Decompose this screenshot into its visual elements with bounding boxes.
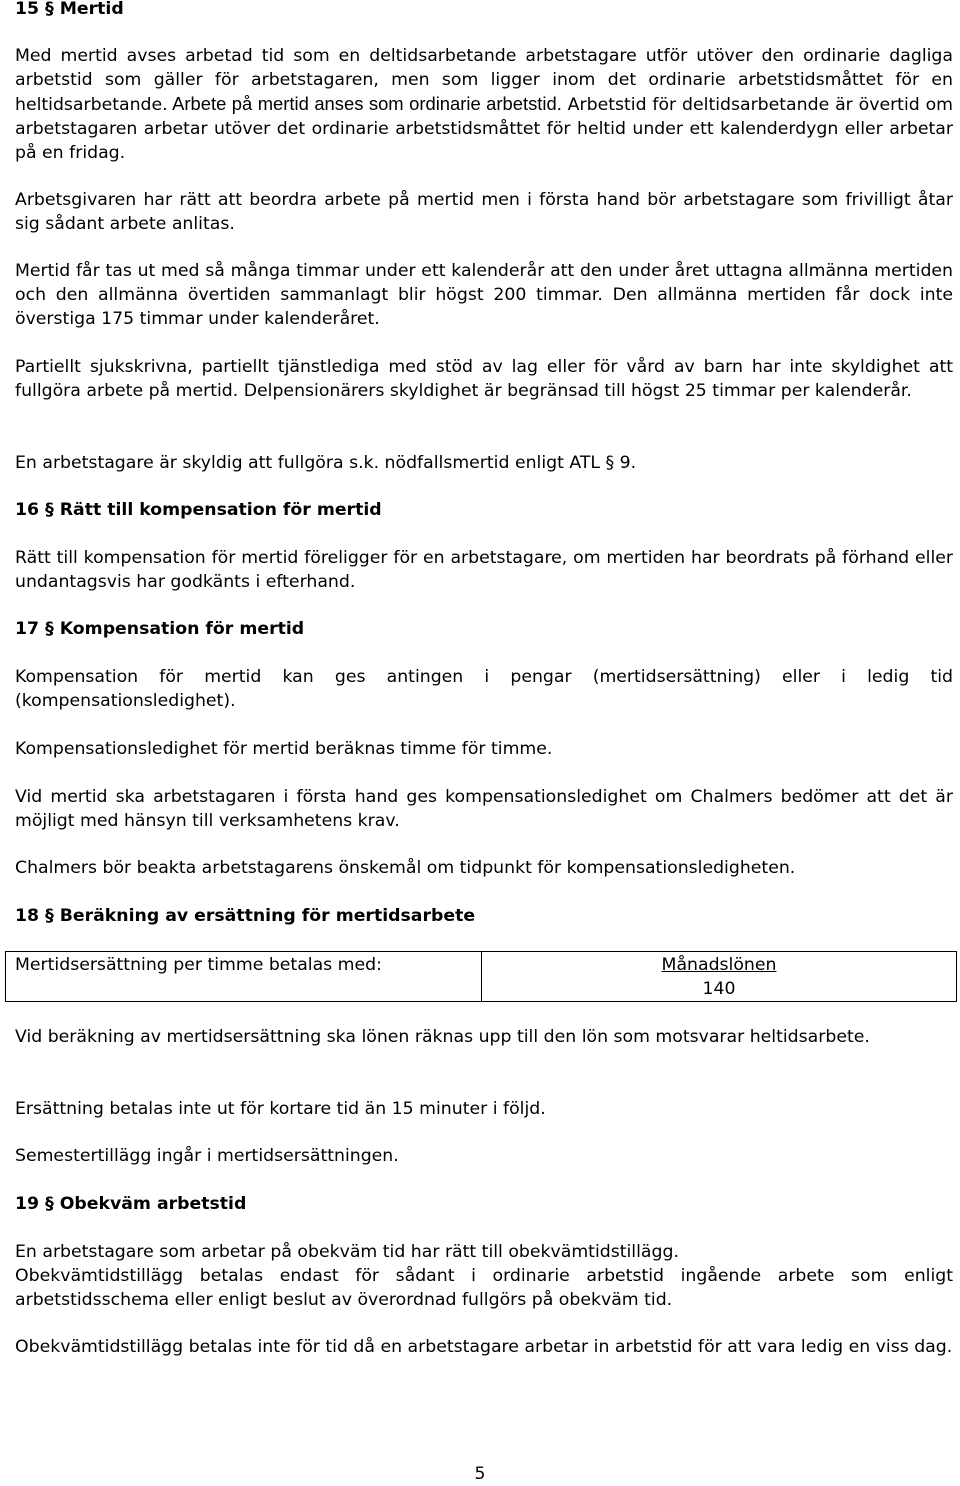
- section-17-paragraph-1: Kompensation för mertid kan ges antingen i pengar (mertidsersättning) eller i ledig tid (kompensationsledighet).: [15, 667, 953, 711]
- overtime-compensation-table: [5, 951, 957, 1002]
- section-15-paragraph-4: Partiellt sjukskrivna, partiellt tjänstlediga med stöd av lag eller för vård av barn har inte skyldighet att fullgöra arbete på mertid. Delpensionärers skyldighet är begränsad till högst 25 timmar per kalenderår.: [15, 357, 953, 401]
- section-19-paragraph-2: Obekvämtidstillägg betalas endast för sådant i ordinarie arbetstid ingående arbete som enligt arbetstidsschema eller enligt beslut av överordnad fullgörs på obekväm tid.: [15, 1266, 953, 1310]
- page-number: 5: [474, 1464, 486, 1484]
- section-15-paragraph-1-part-a: Med mertid avses arbetad tid som en deltidsarbetande arbetstagare utför utöver den ordinarie dagliga arbetstid som gäller för arbetstagaren, men som ligger inom det ordinarie arbetstidsmåttet för en heltidsarbetande.: [15, 46, 953, 115]
- section-15-paragraph-2: Arbetsgivaren har rätt att beordra arbete på mertid men i första hand bör arbetstagare som frivilligt åtar sig sådant arbete anlitas.: [15, 190, 953, 234]
- section-17-paragraph-3: Vid mertid ska arbetstagaren i första hand ges kompensationsledighet om Chalmers bedömer att det är möjligt med hänsyn till verksamhetens krav.: [15, 787, 953, 831]
- section-17-heading: 17 § Kompensation för mertid: [15, 619, 305, 639]
- section-18-paragraph-1: Vid beräkning av mertidsersättning ska lönen räknas upp till den lön som motsvarar heltidsarbete.: [15, 1027, 870, 1047]
- formula-denominator: 140: [702, 979, 736, 999]
- section-18-heading: 18 § Beräkning av ersättning för mertidsarbete: [15, 906, 476, 926]
- table-row: [6, 952, 957, 1002]
- compensation-formula-cell: [482, 952, 957, 1002]
- section-16-heading: 16 § Rätt till kompensation för mertid: [15, 500, 382, 520]
- formula-numerator: Månadslönen: [661, 955, 777, 975]
- section-15-paragraph-3: Mertid får tas ut med så många timmar under ett kalenderår att den under året uttagna allmänna mertiden och den allmänna övertiden sammanlagt blir högst 200 timmar. Den allmänna mertiden får dock inte överstiga 175 timmar under kalenderåret.: [15, 261, 953, 329]
- section-17-paragraph-4: Chalmers bör beakta arbetstagarens önskemål om tidpunkt för kompensationsledigheten.: [15, 858, 796, 878]
- section-16-paragraph-1: Rätt till kompensation för mertid föreligger för en arbetstagare, om mertiden har beordrats på förhand eller undantagsvis har godkänts i efterhand.: [15, 548, 953, 592]
- compensation-label-cell: Mertidsersättning per timme betalas med:: [6, 952, 482, 1002]
- section-15-paragraph-1: [15, 44, 953, 165]
- section-19-paragraph-3: Obekvämtidstillägg betalas inte för tid då en arbetstagare arbetar in arbetstid för att vara ledig en viss dag.: [15, 1337, 953, 1357]
- section-15-paragraph-5: En arbetstagare är skyldig att fullgöra s.k. nödfallsmertid enligt ATL § 9.: [15, 453, 637, 473]
- section-17-paragraph-2: Kompensationsledighet för mertid beräknas timme för timme.: [15, 739, 553, 759]
- section-15-paragraph-1-part-b: Arbete på mertid anses som ordinarie arbetstid.: [167, 93, 562, 114]
- section-18-paragraph-2: Ersättning betalas inte ut för kortare tid än 15 minuter i följd.: [15, 1099, 546, 1119]
- section-18-paragraph-3: Semestertillägg ingår i mertidsersättningen.: [15, 1146, 399, 1166]
- section-15-heading: 15 § Mertid: [15, 0, 124, 19]
- section-15-paragraph-1-part-c: Arbetstid för deltidsarbetande är övertid om arbetstagaren arbetar utöver det ordinarie arbetstidsmåttet för heltid under ett kalenderdygn eller arbetar på en fridag.: [15, 95, 953, 163]
- section-19-paragraph-1: En arbetstagare som arbetar på obekväm tid har rätt till obekvämtidstillägg.: [15, 1242, 679, 1262]
- section-19-heading: 19 § Obekväm arbetstid: [15, 1194, 247, 1214]
